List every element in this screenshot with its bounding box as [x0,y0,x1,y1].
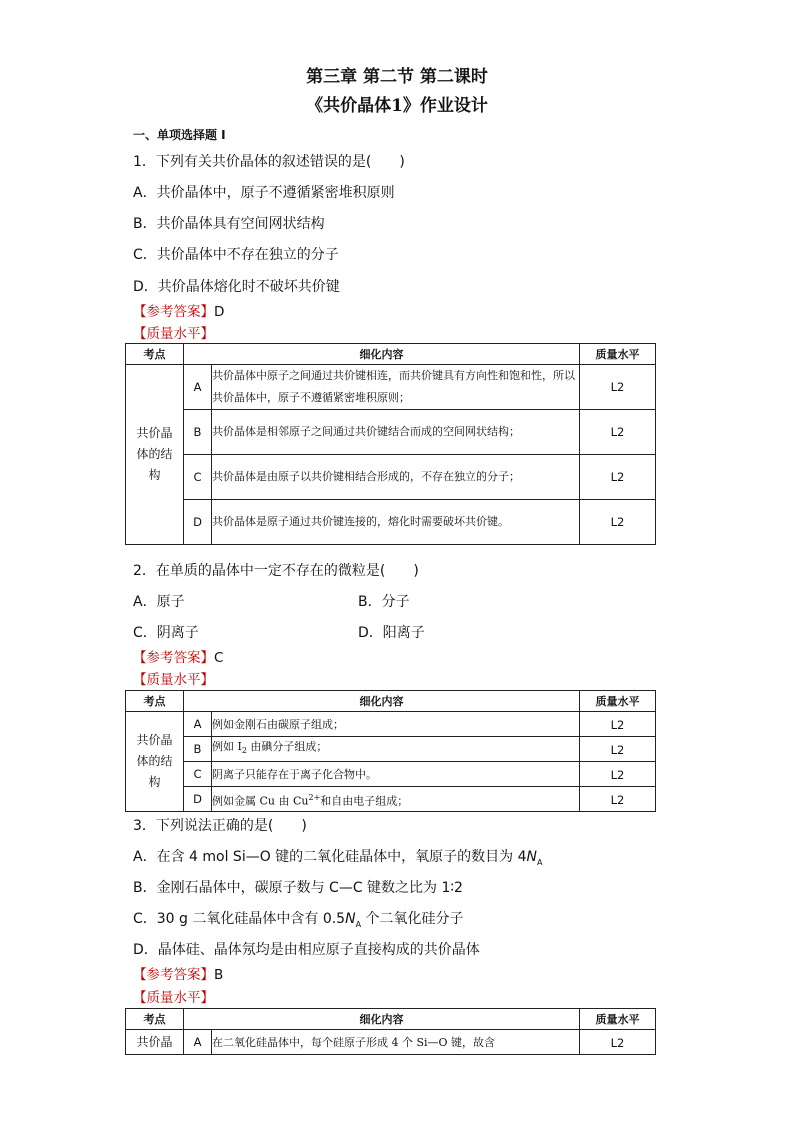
q3-option-b: B．金刚石晶体中，碳原子数与 C—C 键数之比为 1∶2 [133,880,463,896]
q2-option-a: A．原子 [133,594,185,610]
table-row [126,500,656,545]
q1-stem: 1．下列有关共价晶体的叙述错误的是( ) [133,154,405,170]
italic-n: N [345,911,356,927]
q2-answer [133,646,223,666]
table-header-level: 质量水平 [580,344,656,365]
table-row [126,712,656,737]
q1-answer-value: D [214,304,225,320]
q3-stem: 3．下列说法正确的是( ) [133,818,307,834]
option-letter: A [184,365,212,410]
q1-quality-table [125,343,656,545]
q1-option-c: C．共价晶体中不存在独立的分子 [133,247,339,263]
table-header-kaodian: 考点 [126,1009,184,1030]
option-letter: B [184,737,212,762]
q3-answer-value: B [214,967,224,983]
table-kaodian-cell [126,712,184,812]
table-header-content: 细化内容 [184,691,580,712]
q1-option-a: A．共价晶体中，原子不遵循紧密堆积原则 [133,185,395,201]
quality-level: L2 [580,500,656,545]
table-header-level: 质量水平 [580,691,656,712]
option-letter: D [184,787,212,812]
quality-level: L2 [580,410,656,455]
quality-level: L2 [580,762,656,787]
kaodian-text: 共价晶体的结构 [136,426,173,482]
q3-answer [133,963,223,983]
detail-text-part: 例如金属 Cu 由 Cu [212,794,309,808]
section-heading: 一、单项选择题 I [133,128,226,142]
q2-option-d: D．阳离子 [358,625,425,641]
detail-text-part: 由碘分子组成； [246,740,328,754]
detail-text: 共价晶体是相邻原子之间通过共价键结合而成的空间网状结构； [212,410,580,455]
detail-text-part: 和自由电子组成； [320,794,409,808]
detail-text [212,787,580,812]
superscript: 2+ [308,792,321,802]
italic-n: N [526,849,538,865]
option-letter: C [184,762,212,787]
table-row [126,737,656,762]
detail-text: 阴离子只能存在于离子化合物中。 [212,762,580,787]
subscript: A [355,919,362,929]
q2-quality-label: 【质量水平】 [133,672,214,688]
option-letter: C [184,455,212,500]
table-header-content: 细化内容 [184,1009,580,1030]
q3-option-d: D．晶体硅、晶体氖均是由相应原子直接构成的共价晶体 [133,942,480,958]
table-header-content: 细化内容 [184,344,580,365]
q2-option-b: B．分子 [358,594,410,610]
page-title-line2: 《共价晶体1》作业设计 [306,96,488,116]
quality-level: L2 [580,1030,656,1055]
table-row [126,787,656,812]
q3-quality-table [125,1008,656,1055]
q1-answer-label: 【参考答案】 [133,304,214,320]
option-text-part: C．30 g 二氧化硅晶体中含有 0.5 [133,911,346,927]
detail-text: 共价晶体是由原子以共价键相结合形成的，不存在独立的分子； [212,455,580,500]
detail-text: 共价晶体中原子之间通过共价键相连，而共价键具有方向性和饱和性，所以共价晶体中，原子不遵循紧密堆积原则； [212,365,580,410]
quality-level: L2 [580,787,656,812]
quality-level: L2 [580,737,656,762]
table-row [126,455,656,500]
detail-text: 共价晶体是原子通过共价键连接的，熔化时需要破坏共价键。 [212,500,580,545]
option-letter: A [184,712,212,737]
q1-answer [133,300,224,320]
table-row [126,762,656,787]
q1-option-d: D．共价晶体熔化时不破坏共价键 [133,279,340,295]
table-row [126,365,656,410]
table-header-kaodian: 考点 [126,691,184,712]
table-row [126,1030,656,1055]
table-header-kaodian: 考点 [126,344,184,365]
q3-option-c [133,908,464,929]
detail-text-part: 例如 I [212,740,242,754]
q1-quality-label: 【质量水平】 [133,326,214,342]
detail-text: 例如金刚石由碳原子组成； [212,712,580,737]
page-title-line1: 第三章 第二节 第二课时 [306,67,488,87]
table-row [126,410,656,455]
kaodian-text: 共价晶体的结构 [136,733,173,789]
subscript: 2 [241,746,247,756]
table-kaodian-cell: 共价晶 [126,1030,184,1055]
q2-option-c: C．阴离子 [133,625,199,641]
quality-level: L2 [580,365,656,410]
q3-option-a [133,846,543,867]
option-letter: D [184,500,212,545]
table-kaodian-cell [126,365,184,545]
q1-option-b: B．共价晶体具有空间网状结构 [133,216,325,232]
q2-answer-label: 【参考答案】 [133,650,214,666]
subscript: A [537,857,543,867]
option-text-part: A．在含 4 mol Si—O 键的二氧化硅晶体中，氧原子的数目为 4 [133,849,527,865]
detail-text [212,737,580,762]
q2-answer-value: C [214,650,224,666]
q2-stem: 2．在单质的晶体中一定不存在的微粒是( ) [133,563,419,579]
quality-level: L2 [580,712,656,737]
option-text-part: 个二氧化硅分子 [361,911,464,927]
q2-quality-table [125,690,656,812]
option-letter: B [184,410,212,455]
detail-text: 在二氧化硅晶体中，每个硅原子形成 4 个 Si—O 键，故含 [212,1030,580,1055]
option-letter: A [184,1030,212,1055]
q3-answer-label: 【参考答案】 [133,967,214,983]
q3-quality-label: 【质量水平】 [133,990,214,1006]
quality-level: L2 [580,455,656,500]
table-header-level: 质量水平 [580,1009,656,1030]
